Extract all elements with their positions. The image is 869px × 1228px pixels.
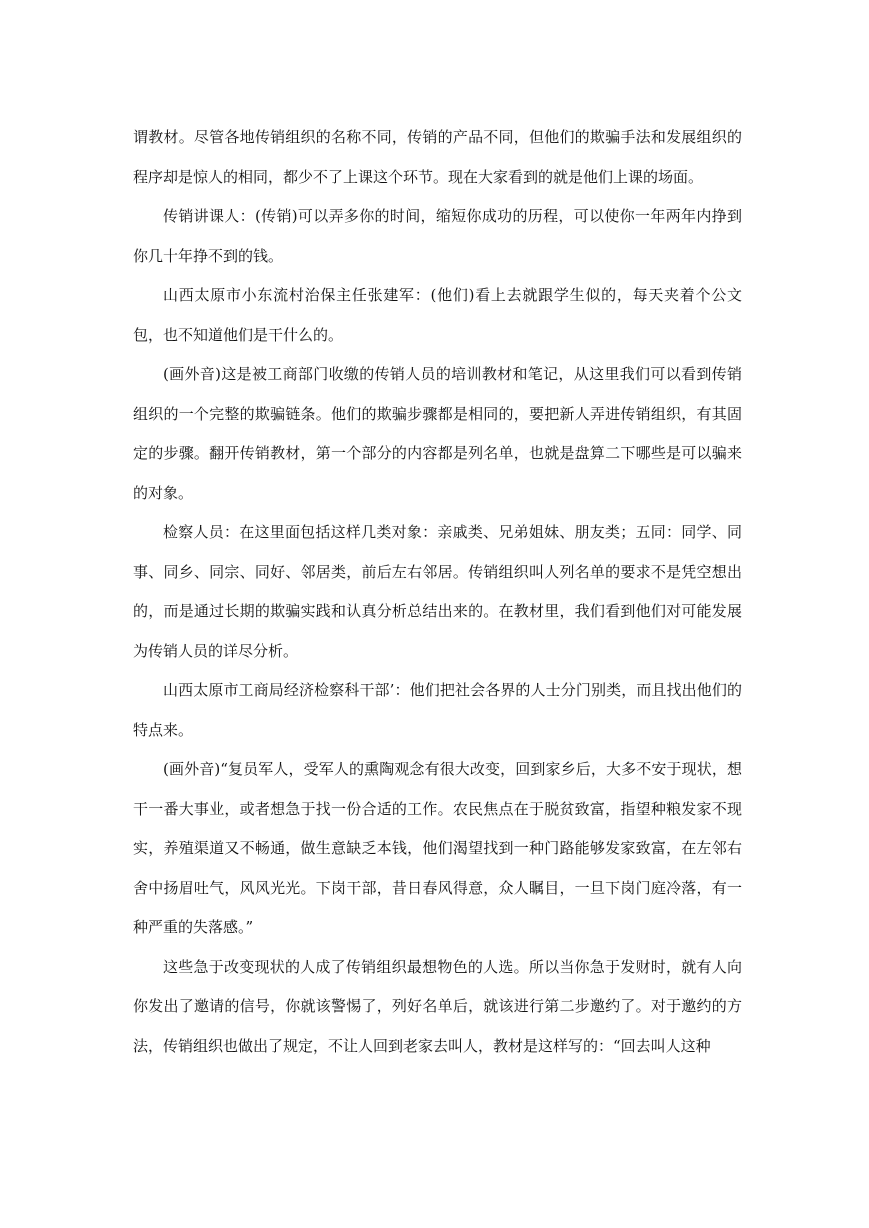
paragraph-4: (画外音)这是被工商部门收缴的传销人员的培训教材和笔记，从这里我们可以看到传销组织的一个完整的欺骗链条。他们的欺骗步骤都是相同的，要把新人弄进传销组织，有其固定的步骤。翻开传销教材，第一个部分的内容都是列名单，也就是盘算二下哪些是可以骗来的对象。 [133, 365, 742, 502]
paragraph-5: 检察人员：在这里面包括这样几类对象：亲戚类、兄弟姐妹、朋友类；五同：同学、同事、同乡、同宗、同好、邻居类，前后左右邻居。传销组织叫人列名单的要求不是凭空想出的，而是通过长期的欺骗实践和认真分析总结出来的。在教材里，我们看到他们对可能发展为传销人员的详尽分析。 [133, 523, 742, 660]
paragraph-7: (画外音)“复员军人，受军人的熏陶观念有很大改变，回到家乡后，大多不安于现状，想干一番大事业，或者想急于找一份合适的工作。农民焦点在于脱贫致富，指望种粮发家不现实，养殖渠道又不畅通，做生意缺乏本钱，他们渴望找到一种门路能够发家致富，在左邻右舍中扬眉吐气，风风光光。下岗干部，昔日春风得意，众人瞩目，一旦下岗门庭冷落，有一种严重的失落感。” [133, 760, 742, 936]
paragraph-2: 传销讲课人：(传销)可以弄多你的时间，缩短你成功的历程，可以使你一年两年内挣到你几十年挣不到的钱。 [133, 207, 742, 265]
paragraph-6: 山西太原市工商局经济检察科干部’：他们把社会各界的人士分门别类，而且找出他们的特点来。 [133, 681, 742, 739]
paragraph-3: 山西太原市小东流村治保主任张建军：(他们)看上去就跟学生似的，每天夹着个公文包，也不知道他们是干什么的。 [133, 286, 742, 344]
document-body [133, 118, 742, 1066]
paragraph-1: 谓教材。尽管各地传销组织的名称不同，传销的产品不同，但他们的欺骗手法和发展组织的程序却是惊人的相同，都少不了上课这个环节。现在大家看到的就是他们上课的场面。 [133, 128, 742, 186]
paragraph-8: 这些急于改变现状的人成了传销组织最想物色的人选。所以当你急于发财时，就有人向你发出了邀请的信号，你就该警惕了，列好名单后，就该进行第二步邀约了。对于邀约的方法，传销组织也做出了规定，不让人回到老家去叫人，教材是这样写的：“回去叫人这种 [133, 957, 742, 1055]
